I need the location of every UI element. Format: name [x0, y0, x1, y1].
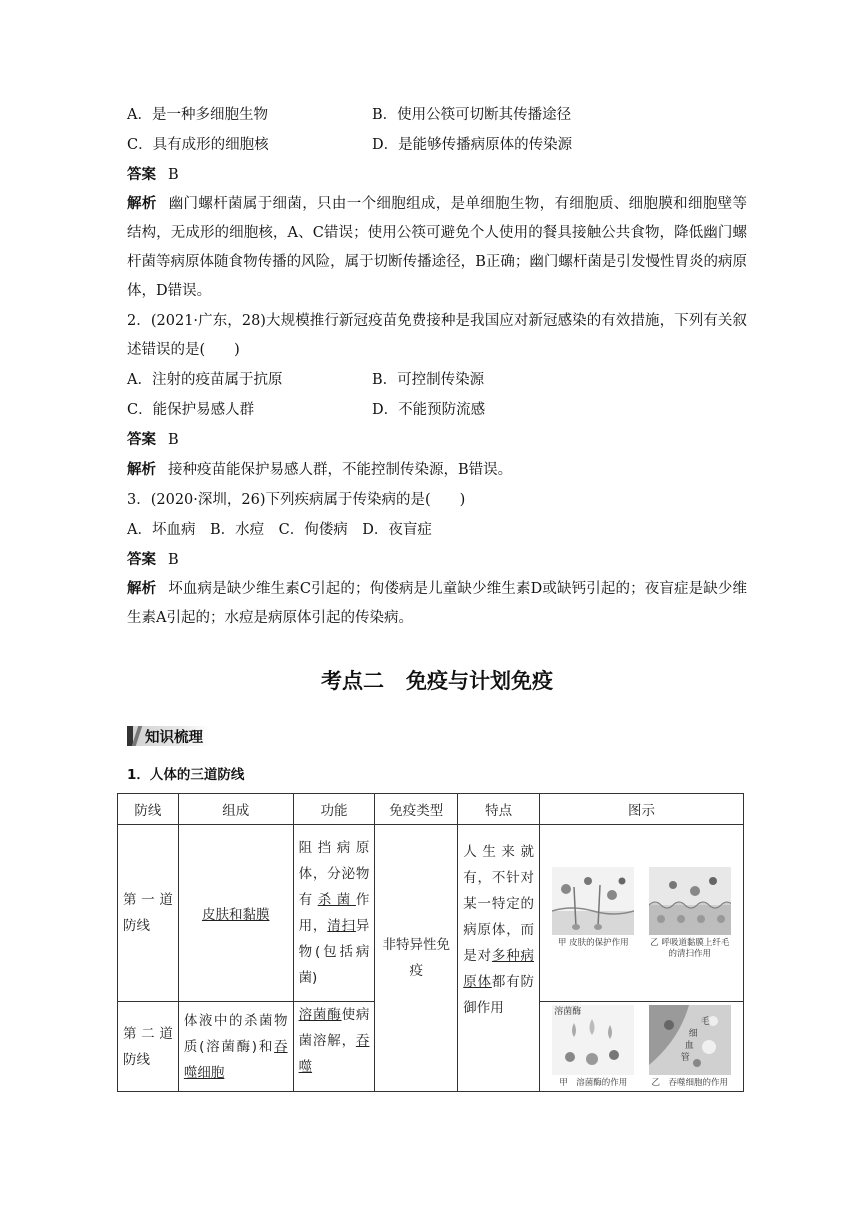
- answer-value: B: [168, 432, 179, 448]
- figure-caption: 甲 溶菌酶的作用: [559, 1077, 628, 1088]
- explanation-text: 坏血病是缺少维生素C引起的；佝偻病是儿童缺少维生素D或缺钙引起的；夜盲症是缺少维生素A引起的；水痘是病原体引起的传染病。: [127, 581, 748, 626]
- q1-options-row1: [127, 100, 747, 130]
- q1-options-row2: [127, 130, 747, 160]
- row2-figures: [540, 1002, 744, 1092]
- answer-label: 答案: [127, 432, 156, 448]
- figure-label: 管: [680, 1052, 690, 1063]
- q2-stem: 2．(2021·广东，28)大规模推行新冠疫苗免费接种是我国应对新冠感染的有效措施，下列有关叙述错误的是( ): [127, 313, 747, 358]
- subheading: 1．人体的三道防线: [127, 767, 245, 783]
- function-text: 使病菌溶解，: [298, 1007, 370, 1049]
- q2-answer: [127, 425, 747, 455]
- figure-label: 细: [688, 1028, 698, 1039]
- q2-options-row1: [127, 365, 747, 395]
- table-row: [118, 825, 744, 1002]
- figure-label: 血: [684, 1040, 694, 1051]
- header-figure: 图示: [540, 794, 744, 825]
- section-name: 免疫与计划免疫: [406, 669, 553, 693]
- explanation-text: 幽门螺杆菌属于细菌，只由一个细胞组成，是单细胞生物，有细胞质、细胞膜和细胞壁等结构，无成形的细胞核，A、C错误；使用公筷可避免个人使用的餐具接触公共食物，降低幽门螺杆菌等病原体随食物传播的风险，属于切断传播途径，B正确；幽门螺杆菌是引发慢性胃炎的病原体，D错误。: [127, 196, 748, 299]
- feature-underline: 多种病原体: [463, 948, 535, 990]
- composition-underline: 吞噬细胞: [183, 1038, 288, 1081]
- feature-text: 都有防御作用: [463, 974, 535, 1016]
- q3-explanation: [127, 575, 747, 633]
- function-text: 作用，: [298, 892, 370, 934]
- q2-option-d: D．不能预防流感: [372, 402, 486, 418]
- row1-figures: [540, 825, 744, 1002]
- q2-option-a: A．注射的疫苗属于抗原: [127, 372, 283, 388]
- figure-label: 溶菌酶: [554, 1006, 582, 1017]
- q2-options-row2: [127, 395, 747, 425]
- skin-illustration-icon: [552, 867, 634, 935]
- figure-caption: 甲 皮肤的保护作用: [557, 937, 629, 948]
- knowledge-header: [127, 723, 747, 749]
- mucosa-illustration-icon: [649, 867, 731, 935]
- header-composition: 组成: [178, 794, 293, 825]
- composition-text: 体液中的杀菌物质(溶菌酶)和: [183, 1012, 288, 1055]
- figure-caption: 乙 呼吸道黏膜上纤毛的清扫作用: [650, 937, 730, 959]
- function-underline: 清扫: [327, 918, 356, 934]
- row2-line: 第二道防线: [118, 1002, 179, 1092]
- function-text: 阻挡病原体，分泌物有: [298, 840, 370, 908]
- header-slash-icon: [132, 726, 142, 746]
- lysozyme-figure: [551, 1005, 636, 1089]
- row1-composition-text: 皮肤和黏膜: [201, 907, 270, 923]
- feature-text: 人生来就有，不针对某一特定的病原体，而是对: [463, 844, 535, 964]
- answer-value: B: [168, 167, 179, 183]
- function-underline: 溶菌酶: [298, 1007, 342, 1023]
- answer-label: 答案: [127, 167, 156, 183]
- function-text: 异物(包括病菌): [298, 918, 370, 986]
- q3-stem: 3．(2020·深圳，26)下列疾病属于传染病的是( ): [127, 492, 466, 508]
- explanation-text: 接种疫苗能保护易感人群，不能控制传染源，B错误。: [168, 462, 513, 478]
- header-immune-type: 免疫类型: [375, 794, 458, 825]
- q2-option-c: C．能保护易感人群: [127, 402, 255, 418]
- row1-composition: [178, 825, 293, 1002]
- section-number: 考点二: [321, 669, 384, 693]
- mucosa-cleaning-figure: [647, 867, 732, 960]
- figure-label: 毛: [700, 1016, 710, 1027]
- immune-type-cell: 非特异性免疫: [375, 825, 458, 1092]
- page-content: [127, 100, 747, 787]
- lysozyme-illustration-icon: [552, 1005, 634, 1075]
- header-defense: 防线: [118, 794, 179, 825]
- table-header-row: [118, 794, 744, 825]
- explanation-label: 解析: [127, 462, 156, 478]
- figure-caption: 乙 吞噬细胞的作用: [651, 1077, 728, 1088]
- explanation-label: 解析: [127, 196, 157, 212]
- knowledge-header-bar: [127, 726, 211, 746]
- phagocyte-figure: [647, 1005, 732, 1089]
- q1-answer: [127, 160, 747, 190]
- q2-explanation: [127, 455, 747, 485]
- row2-composition: [178, 1002, 293, 1092]
- knowledge-header-text: 知识梳理: [145, 729, 203, 746]
- section-title: [127, 659, 747, 703]
- q3-answer: [127, 545, 747, 575]
- q1-option-a: A．是一种多细胞生物: [127, 107, 268, 123]
- q1-explanation: [127, 190, 747, 306]
- feature-cell: [458, 825, 540, 1092]
- answer-label: 答案: [127, 552, 156, 568]
- explanation-label: 解析: [127, 581, 157, 597]
- defense-table: [117, 793, 744, 1092]
- q2-option-b: B．可控制传染源: [372, 372, 485, 388]
- phagocyte-illustration-icon: [649, 1005, 731, 1075]
- header-feature: 特点: [458, 794, 540, 825]
- q1-option-b: B．使用公筷可切断其传播途径: [372, 107, 572, 123]
- row2-function: [293, 1002, 375, 1092]
- function-underline: 吞噬: [298, 1033, 370, 1075]
- function-underline: 杀菌: [317, 892, 356, 908]
- row1-line: 第一道防线: [118, 825, 179, 1002]
- skin-protection-figure: [551, 867, 636, 949]
- q1-option-c: C．具有成形的细胞核: [127, 137, 269, 153]
- q1-option-d: D．是能够传播病原体的传染源: [372, 137, 573, 153]
- row1-function: [293, 825, 375, 1002]
- q3-options: A．坏血病 B．水痘 C．佝偻病 D．夜盲症: [127, 522, 432, 538]
- answer-value: B: [168, 552, 179, 568]
- header-function: 功能: [293, 794, 375, 825]
